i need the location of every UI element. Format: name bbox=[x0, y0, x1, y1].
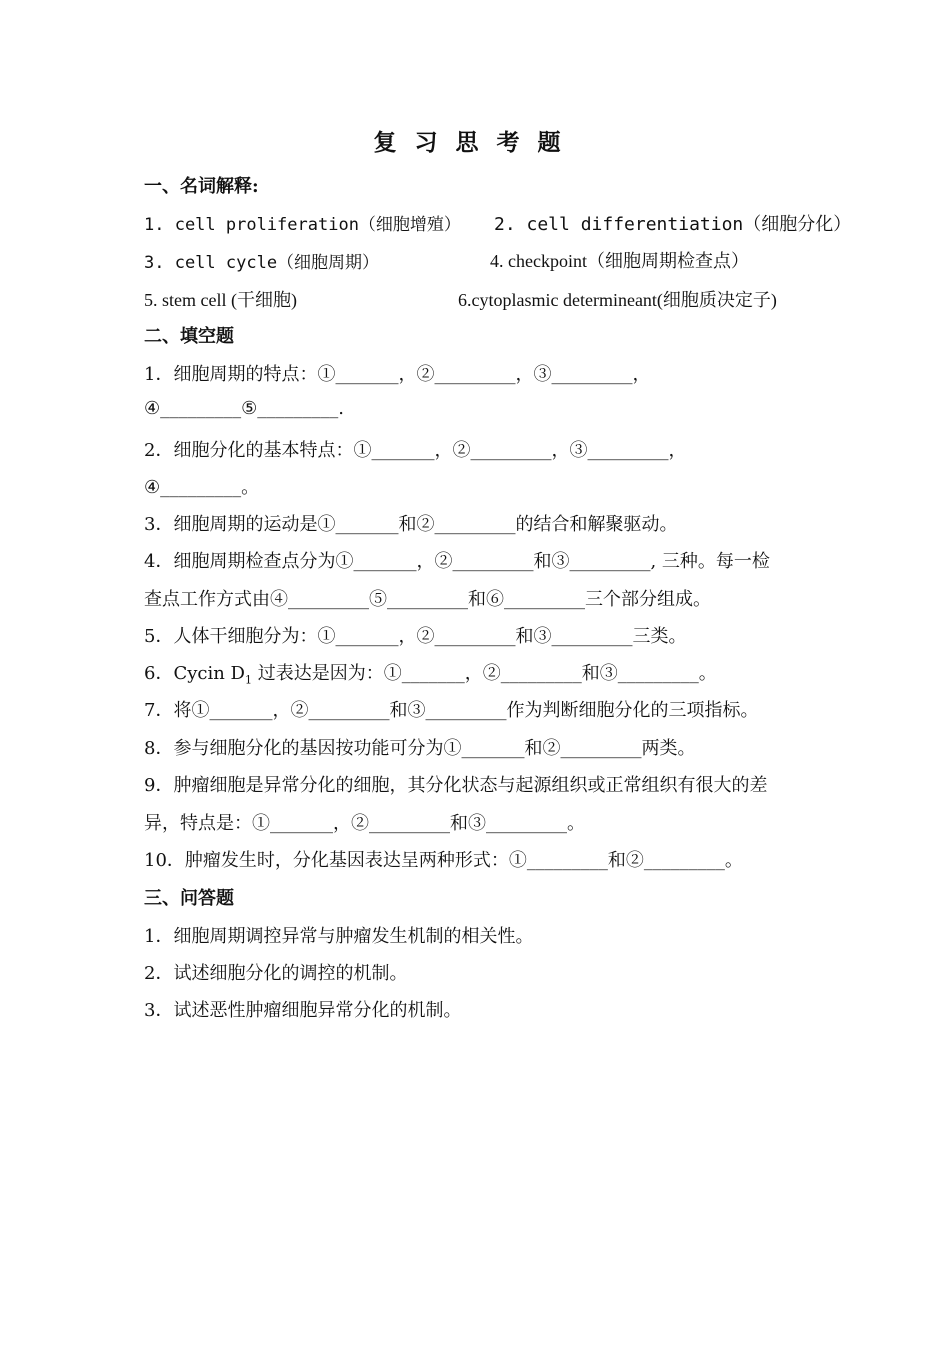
question-item: 1．细胞周期调控异常与肿瘤发生机制的相关性。 bbox=[144, 926, 534, 947]
fill-question-line: 2．细胞分化的基本特点：①_______，②_________，③_________， bbox=[144, 440, 687, 461]
page-title: 复习思考题 bbox=[373, 129, 579, 156]
section-heading-fill-blank: 二、填空题 bbox=[144, 326, 234, 347]
section-heading-terms: 一、名词解释: bbox=[144, 176, 259, 197]
term-5: 5. stem cell (干细胞) bbox=[144, 290, 297, 310]
fill-question-line: 1．细胞周期的特点：①_______，②_________，③_________， bbox=[144, 364, 651, 385]
fill-question-line: 8．参与细胞分化的基因按功能可分为①_______和②_________两类。 bbox=[144, 738, 696, 759]
question-item: 3．试述恶性肿瘤细胞异常分化的机制。 bbox=[144, 1000, 462, 1021]
fill-question-text: 6．Cycin D bbox=[144, 663, 245, 684]
term-6: 6.cytoplasmic determineant(细胞质决定子) bbox=[458, 290, 777, 310]
question-item: 2．试述细胞分化的调控的机制。 bbox=[144, 963, 408, 984]
section-heading-questions: 三、问答题 bbox=[144, 888, 234, 909]
fill-question-line: 9．肿瘤细胞是异常分化的细胞，其分化状态与起源组织或正常组织有很大的差 bbox=[144, 775, 768, 796]
fill-question-line: 4．细胞周期检查点分为①_______，②_________和③_________, 三种。每一检 bbox=[144, 551, 770, 572]
fill-question-text: 过表达是因为：①_______，②_________和③_________。 bbox=[251, 663, 717, 684]
fill-question-line: 3．细胞周期的运动是①_______和②_________的结合和解聚驱动。 bbox=[144, 514, 678, 535]
fill-question-line: ④_________⑤_________. bbox=[144, 398, 344, 419]
term-2: 2. cell differentiation（细胞分化） bbox=[494, 214, 852, 235]
fill-question-line: ④_________。 bbox=[144, 477, 260, 498]
term-1: 1. cell proliferation（细胞增殖） bbox=[144, 215, 461, 235]
subscript-number: 1 bbox=[244, 673, 252, 687]
term-3: 3. cell cycle（细胞周期） bbox=[144, 253, 380, 273]
fill-question-line: 异，特点是：①_______，②_________和③_________。 bbox=[144, 813, 585, 834]
fill-question-line: 5．人体干细胞分为：①_______，②_________和③_________三类。 bbox=[144, 626, 687, 647]
fill-question-line bbox=[144, 659, 717, 687]
fill-question-line: 10．肿瘤发生时，分化基因表达呈两种形式：①_________和②_________。 bbox=[144, 850, 743, 871]
fill-question-line: 7．将①_______，②_________和③_________作为判断细胞分化的三项指标。 bbox=[144, 700, 759, 721]
fill-question-line: 查点工作方式由④_________⑤_________和⑥_________三个部分组成。 bbox=[144, 589, 711, 610]
term-4: 4. checkpoint（细胞周期检查点） bbox=[490, 251, 749, 271]
